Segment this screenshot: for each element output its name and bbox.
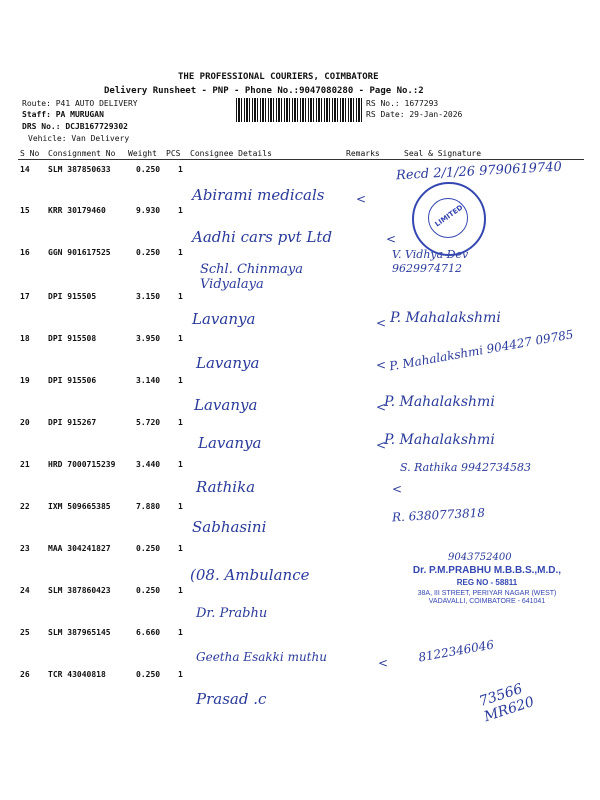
col-sno: S No bbox=[20, 149, 40, 158]
row-sno: 23 bbox=[20, 544, 30, 553]
row-sno: 14 bbox=[20, 165, 30, 174]
company-seal-stamp bbox=[412, 182, 486, 256]
col-consignee: Consignee Details bbox=[190, 149, 272, 158]
row-sno: 15 bbox=[20, 206, 30, 215]
row-pcs: 1 bbox=[178, 418, 183, 427]
remarks-mark: < bbox=[378, 656, 389, 670]
barcode bbox=[236, 98, 364, 122]
doctor-address-1: 38A, III STREET, PERIYAR NAGAR (WEST) bbox=[417, 590, 557, 597]
remarks-mark: < bbox=[392, 482, 403, 496]
rs-date: RS Date: 29-Jan-2026 bbox=[366, 110, 463, 119]
row-seal-handwritten: Recd 2/1/26 9790619740 bbox=[395, 159, 563, 184]
row-consignment: GGN 901617525 bbox=[48, 248, 111, 257]
row-consignee-handwritten: Rathika bbox=[196, 478, 256, 496]
route-text: Route: P41 AUTO DELIVERY bbox=[22, 99, 138, 108]
col-seal: Seal & Signature bbox=[404, 149, 482, 158]
row-sno: 22 bbox=[20, 502, 30, 511]
row-consignment: DPI 915505 bbox=[48, 292, 97, 301]
row-sno: 18 bbox=[20, 334, 30, 343]
row-pcs: 1 bbox=[178, 544, 183, 553]
row-weight: 9.930 bbox=[136, 206, 161, 215]
row-consignee-handwritten: Lavanya bbox=[196, 354, 260, 372]
row-consignment: DPI 915267 bbox=[48, 418, 97, 427]
row-consignee-handwritten: Prasad .c bbox=[196, 690, 267, 708]
row-seal-handwritten: P. Mahalakshmi bbox=[384, 394, 495, 410]
row-weight: 0.250 bbox=[136, 670, 161, 679]
row-weight: 0.250 bbox=[136, 248, 161, 257]
col-consignment: Consignment No bbox=[48, 149, 116, 158]
row-weight: 3.440 bbox=[136, 460, 161, 469]
row-consignee-handwritten: Lavanya bbox=[192, 310, 256, 328]
row-consignment: SLM 387850633 bbox=[48, 165, 111, 174]
doctor-reg: REG NO - 58811 bbox=[456, 578, 518, 587]
row-consignee-handwritten: Lavanya bbox=[194, 396, 258, 414]
drs-number: DRS No.: DCJB167729302 bbox=[22, 122, 128, 131]
doctor-name: Dr. P.M.PRABHU M.B.B.S.,M.D., bbox=[412, 565, 562, 576]
row-consignment: SLM 387965145 bbox=[48, 628, 111, 637]
rs-number: RS No.: 1677293 bbox=[366, 99, 439, 108]
row-consignee-handwritten: Dr. Prabhu bbox=[196, 606, 268, 621]
company-title: THE PROFESSIONAL COURIERS, COIMBATORE bbox=[178, 72, 379, 82]
row-consignment: MAA 304241827 bbox=[48, 544, 111, 553]
row-sno: 26 bbox=[20, 670, 30, 679]
remarks-mark: < bbox=[376, 316, 387, 330]
row-sno: 20 bbox=[20, 418, 30, 427]
row-sno: 21 bbox=[20, 460, 30, 469]
row-seal-handwritten: P. Mahalakshmi bbox=[384, 432, 495, 448]
remarks-mark: < bbox=[376, 358, 387, 372]
staff-text: Staff: PA MURUGAN bbox=[22, 110, 104, 119]
row-consignee-handwritten: Sabhasini bbox=[192, 518, 267, 536]
row-pcs: 1 bbox=[178, 248, 183, 257]
col-remarks: Remarks bbox=[346, 149, 380, 158]
row-weight: 6.660 bbox=[136, 628, 161, 637]
row-weight: 3.950 bbox=[136, 334, 161, 343]
row-weight: 5.720 bbox=[136, 418, 161, 427]
doctor-address-2: VADAVALLI, COIMBATORE - 641041 bbox=[428, 598, 546, 605]
row-pcs: 1 bbox=[178, 586, 183, 595]
row-weight: 3.150 bbox=[136, 292, 161, 301]
runsheet-title: Delivery Runsheet - PNP - Phone No.:9047080280 - Page No.:2 bbox=[104, 86, 424, 96]
row-consignee-handwritten: Schl. Chinmaya Vidyalaya bbox=[200, 262, 304, 292]
row-pcs: 1 bbox=[178, 670, 183, 679]
row-sno: 24 bbox=[20, 586, 30, 595]
row-pcs: 1 bbox=[178, 376, 183, 385]
row-weight: 0.250 bbox=[136, 165, 161, 174]
row-seal-handwritten: 9043752400 bbox=[448, 552, 512, 563]
col-weight: Weight bbox=[128, 149, 157, 158]
row-consignee-handwritten: Lavanya bbox=[198, 434, 262, 452]
remarks-mark: < bbox=[386, 232, 397, 246]
row-consignee-handwritten: Geetha Esakki muthu bbox=[196, 650, 327, 664]
row-seal-handwritten: S. Rathika 9942734583 bbox=[400, 461, 531, 474]
row-pcs: 1 bbox=[178, 334, 183, 343]
row-weight: 0.250 bbox=[136, 586, 161, 595]
row-sno: 17 bbox=[20, 292, 30, 301]
row-pcs: 1 bbox=[178, 165, 183, 174]
row-consignee-handwritten: Abirami medicals bbox=[192, 186, 325, 204]
doctor-stamp bbox=[392, 565, 582, 605]
row-seal-handwritten: P. Mahalakshmi 904427 09785 bbox=[388, 327, 575, 374]
row-seal-handwritten: 8122346046 bbox=[417, 637, 495, 665]
header-divider bbox=[18, 159, 584, 160]
row-consignment: DPI 915508 bbox=[48, 334, 97, 343]
row-seal-handwritten: R. 6380773818 bbox=[391, 505, 486, 525]
row-seal-handwritten: V. Vidhya Dev 9629974712 bbox=[392, 248, 469, 275]
col-pcs: PCS bbox=[166, 149, 181, 158]
row-weight: 3.140 bbox=[136, 376, 161, 385]
row-sno: 25 bbox=[20, 628, 30, 637]
row-consignment: IXM 509665385 bbox=[48, 502, 111, 511]
row-consignment: SLM 387860423 bbox=[48, 586, 111, 595]
row-sno: 19 bbox=[20, 376, 30, 385]
remarks-mark: < bbox=[376, 438, 387, 452]
stamp-text: LIMITED bbox=[433, 203, 465, 229]
row-sno: 16 bbox=[20, 248, 30, 257]
row-pcs: 1 bbox=[178, 292, 183, 301]
row-consignee-handwritten: Aadhi cars pvt Ltd bbox=[192, 228, 333, 246]
row-pcs: 1 bbox=[178, 628, 183, 637]
row-consignment: DPI 915506 bbox=[48, 376, 97, 385]
remarks-mark: < bbox=[376, 400, 387, 414]
row-consignee-handwritten: (08. Ambulance bbox=[190, 566, 310, 584]
row-weight: 0.250 bbox=[136, 544, 161, 553]
row-consignment: KRR 30179460 bbox=[48, 206, 106, 215]
row-weight: 7.880 bbox=[136, 502, 161, 511]
row-consignment: HRD 7000715239 bbox=[48, 460, 116, 469]
row-pcs: 1 bbox=[178, 502, 183, 511]
row-consignment: TCR 43040818 bbox=[48, 670, 106, 679]
row-seal-handwritten: P. Mahalakshmi bbox=[390, 310, 501, 326]
vehicle-text: Vehicle: Van Delivery bbox=[28, 134, 130, 143]
row-pcs: 1 bbox=[178, 206, 183, 215]
remarks-mark: < bbox=[356, 192, 367, 206]
row-seal-handwritten: 73566 MR620 bbox=[477, 680, 537, 726]
row-pcs: 1 bbox=[178, 460, 183, 469]
